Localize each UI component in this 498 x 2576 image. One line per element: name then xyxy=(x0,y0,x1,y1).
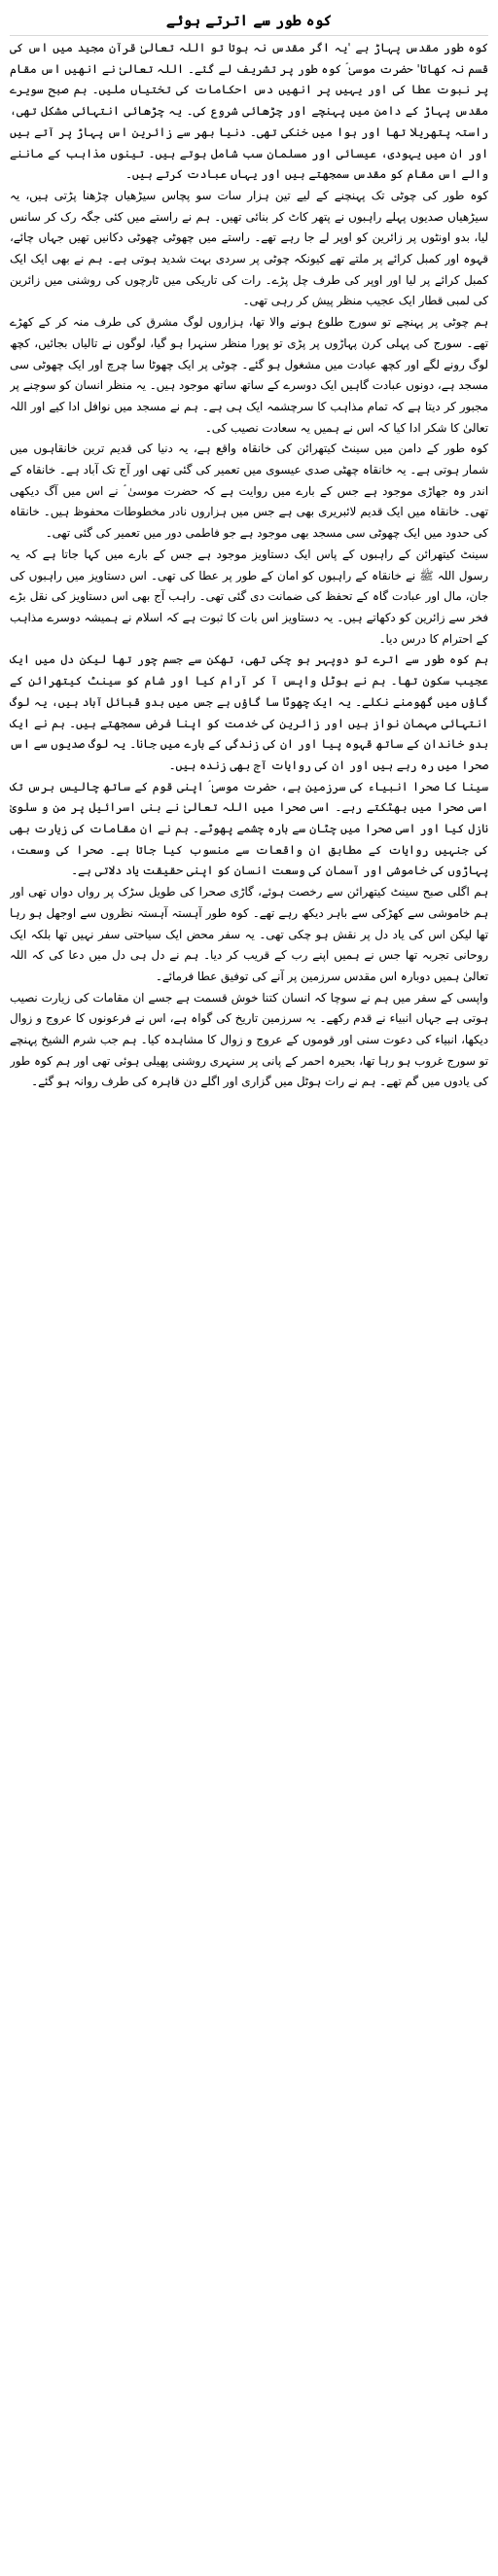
article-paragraph: ہم چوٹی پر پہنچے تو سورج طلوع ہونے والا تھا، ہزاروں لوگ مشرق کی طرف منہ کر کے کھڑے تھے۔ سورج کی پہلی کرن پہاڑوں پر پڑی تو پورا منظر سنہرا ہو گیا، لوگوں نے تالیاں بجائیں، کچھ لوگ رونے لگے اور کچھ عبادت میں مشغول ہو گئے۔ چوٹی پر ایک چھوٹا سا چرچ اور ایک چھوٹی سی مسجد ہے، دونوں عبادت گاہیں ایک دوسرے کے ساتھ ساتھ موجود ہیں۔ یہ منظر انسان کو سوچنے پر مجبور کر دیتا ہے کہ تمام مذاہب کا سرچشمہ ایک ہی ہے۔ ہم نے مسجد میں نوافل ادا کیے اور اللہ تعالیٰ کا شکر ادا کیا کہ اس نے ہمیں یہ سعادت نصیب کی۔ xyxy=(10,315,488,435)
article-paragraph: کوہ طور کی چوٹی تک پہنچنے کے لیے تین ہزار سات سو پچاس سیڑھیاں چڑھنا پڑتی ہیں، یہ سیڑھیاں صدیوں پہلے راہبوں نے پتھر کاٹ کر بنائی تھیں۔ ہم نے راستے میں کئی جگہ رک کر سانس لیا، بدو اونٹوں پر زائرین کو اوپر لے جا رہے تھے۔ راستے میں چھوٹی چھوٹی دکانیں تھیں جہاں چائے، قہوہ اور کمبل کرائے پر ملتے تھے کیونکہ چوٹی پر سردی بہت شدید ہوتی ہے۔ ہم نے بھی ایک ایک کمبل کرائے پر لیا اور اوپر کی طرف چل پڑے۔ رات کی تاریکی میں ٹارچوں کی روشنی میں زائرین کی لمبی قطار ایک عجیب منظر پیش کر رہی تھی۔ xyxy=(10,188,488,308)
article-paragraph: کوہ طور کے دامن میں سینٹ کیتھرائن کی خانقاہ واقع ہے، یہ دنیا کی قدیم ترین خانقاہوں میں شمار ہوتی ہے۔ یہ خانقاہ چھٹی صدی عیسوی میں تعمیر کی گئی تھی اور آج تک آباد ہے۔ خانقاہ کے اندر وہ جھاڑی موجود ہے جس کے بارے میں روایت ہے کہ حضرت موسیٰ ؑ نے اس میں آگ دیکھی تھی۔ خانقاہ میں ایک قدیم لائبریری بھی ہے جس میں ہزاروں نادر مخطوطات محفوظ ہیں۔ خانقاہ کی حدود میں ایک چھوٹی سی مسجد بھی موجود ہے جو فاطمی دور میں تعمیر کی گئی تھی۔ xyxy=(10,441,488,541)
article-paragraph: کوہ طور مقدس پہاڑ ہے 'یہ اگر مقدس نہ ہوتا تو اللہ تعالیٰ قرآن مجید میں اس کی قسم نہ کھاتا' حضرت موسیٰ ؑ کوہ طور پر تشریف لے گئے۔ اللہ تعالیٰ نے انھیں اس مقام پر نبوت عطا کی اور یہیں پر انھیں دس احکامات کی تختیاں ملیں۔ ہم صبح سویرے مقدس پہاڑ کے دامن میں پہنچے اور چڑھائی شروع کی۔ یہ چڑھائی انتہائی مشکل تھی، راستہ پتھریلا تھا اور ہوا میں خنکی تھی۔ دنیا بھر سے زائرین اس پہاڑ پر آتے ہیں اور ان میں یہودی، عیسائی اور مسلمان سب شامل ہوتے ہیں۔ تینوں مذاہب کے ماننے والے اس مقام کو مقدس سمجھتے ہیں اور یہاں عبادت کرتے ہیں۔ xyxy=(10,41,488,182)
article-paragraph: سینٹ کیتھرائن کے راہبوں کے پاس ایک دستاویز موجود ہے جس کے بارے میں کہا جاتا ہے کہ یہ رسول اللہ ﷺ نے خانقاہ کے راہبوں کو امان کے طور پر عطا کی تھی۔ اس دستاویز میں راہبوں کی جان، مال اور عبادت گاہ کے تحفظ کی ضمانت دی گئی تھی۔ راہب آج بھی اس دستاویز کی نقل بڑے فخر سے زائرین کو دکھاتے ہیں۔ یہ دستاویز اس بات کا ثبوت ہے کہ اسلام نے ہمیشہ دوسرے مذاہب کے احترام کا درس دیا۔ xyxy=(10,547,488,646)
article-paragraph: ہم کوہ طور سے اترے تو دوپہر ہو چکی تھی، تھکن سے جسم چور تھا لیکن دل میں ایک عجیب سکون تھا۔ ہم نے ہوٹل واپس آ کر آرام کیا اور شام کو سینٹ کیتھرائن کے گاؤں میں گھومنے نکلے۔ یہ ایک چھوٹا سا گاؤں ہے جس میں بدو قبائل آباد ہیں، یہ لوگ انتہائی مہمان نواز ہیں اور زائرین کی خدمت کو اپنا فرض سمجھتے ہیں۔ ہم نے ایک بدو خاندان کے ساتھ قہوہ پیا اور ان کی زندگی کے بارے میں جانا۔ یہ لوگ صدیوں سے اس صحرا میں رہ رہے ہیں اور ان کی روایات آج بھی زندہ ہیں۔ xyxy=(10,653,488,772)
article-paragraph: واپسی کے سفر میں ہم نے سوچا کہ انسان کتنا خوش قسمت ہے جسے ان مقامات کی زیارت نصیب ہوتی ہے جہاں انبیاء نے قدم رکھے۔ یہ سرزمین تاریخ کی گواہ ہے، اس نے فرعونوں کا عروج و زوال دیکھا، انبیاء کی دعوت سنی اور قوموں کے عروج و زوال کا مشاہدہ کیا۔ ہم جب شرم الشیخ پہنچے تو سورج غروب ہو رہا تھا، بحیرہ احمر کے پانی پر سنہری روشنی پھیلی ہوئی تھی اور ہم کوہ طور کی یادوں میں گم تھے۔ ہم نے رات ہوٹل میں گزاری اور اگلے دن قاہرہ کی طرف روانہ ہو گئے۔ xyxy=(10,990,488,1089)
article-body xyxy=(10,38,488,2557)
article-paragraph: سینا کا صحرا انبیاء کی سرزمین ہے، حضرت موسیٰ ؑ اپنی قوم کے ساتھ چالیس برس تک اسی صحرا میں بھٹکتے رہے۔ اسی صحرا میں اللہ تعالیٰ نے بنی اسرائیل پر من و سلویٰ نازل کیا اور اسی صحرا میں چٹان سے بارہ چشمے پھوٹے۔ ہم نے ان مقامات کی زیارت بھی کی جنہیں روایات کے مطابق ان واقعات سے منسوب کیا جاتا ہے۔ صحرا کی وسعت، پہاڑوں کی خاموشی اور آسمان کی وسعت انسان کو اپنی حقیقت یاد دلاتی ہے۔ xyxy=(10,779,488,878)
article-headline: کوہ طور سے اترتے ہوئے xyxy=(10,10,488,36)
article-paragraph: ہم اگلی صبح سینٹ کیتھرائن سے رخصت ہوئے، گاڑی صحرا کی طویل سڑک پر رواں دواں تھی اور ہم خاموشی سے کھڑکی سے باہر دیکھ رہے تھے۔ کوہ طور آہستہ آہستہ نظروں سے اوجھل ہو رہا تھا لیکن اس کی یاد دل پر نقش ہو چکی تھی۔ یہ سفر محض ایک سیاحتی سفر نہیں تھا بلکہ ایک روحانی تجربہ تھا جس نے ہمیں اپنے رب کے قریب کر دیا۔ ہم نے دل ہی دل میں دعا کی کہ اللہ تعالیٰ ہمیں دوبارہ اس مقدس سرزمین پر آنے کی توفیق عطا فرمائے۔ xyxy=(10,885,488,983)
